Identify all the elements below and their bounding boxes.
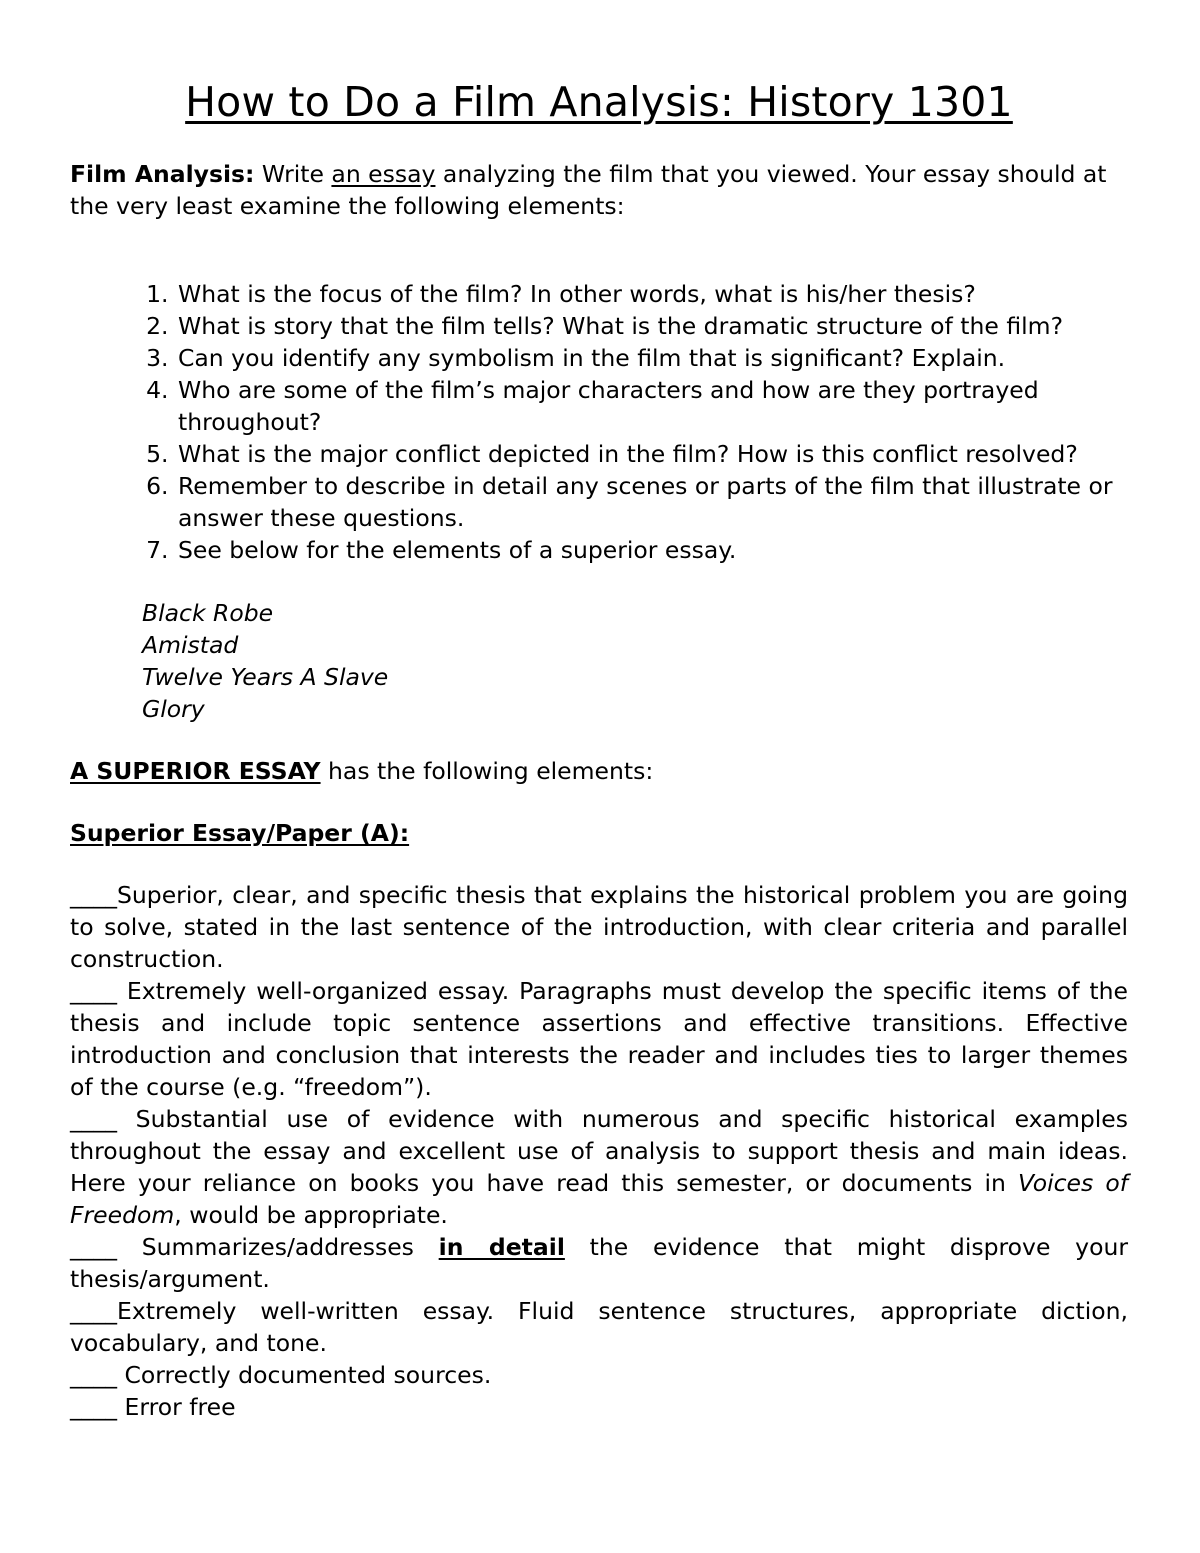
criterion-text: Extremely well-written essay. Fluid sentence structures, appropriate diction, vocabulary, and tone.	[70, 1297, 1128, 1357]
checkbox-blank: ____	[70, 977, 117, 1005]
question-item: 5. What is the major conflict depicted in the film? How is this conflict resolved?	[176, 438, 1128, 470]
criterion-item	[70, 1231, 1128, 1295]
superior-essay-heading: Superior Essay/Paper (A):	[70, 819, 410, 847]
criterion-item	[70, 1103, 1128, 1231]
criterion-text: the evidence that might disprove your thesis/argument.	[70, 1233, 1128, 1293]
criterion-text: Correctly documented sources.	[117, 1361, 492, 1389]
criterion-text: Extremely well-organized essay. Paragraphs must develop the specific items of the thesis and include topic sentence assertions and effective transitions. Effective introduction and conclusion that interests the reader and includes ties to larger themes of the course (e.g. “freedom”).	[70, 977, 1128, 1101]
checkbox-blank: ____	[70, 1297, 117, 1325]
superior-essay-intro	[70, 755, 1128, 787]
intro-paragraph	[70, 158, 1128, 222]
criterion-text: Error free	[117, 1393, 236, 1421]
question-item: 4. Who are some of the film’s major characters and how are they portrayed throughout?	[176, 374, 1128, 438]
question-item: 6. Remember to describe in detail any scenes or parts of the film that illustrate or answer these questions.	[176, 470, 1128, 534]
checkbox-blank: ____	[70, 1393, 117, 1421]
criterion-item	[70, 1359, 1128, 1391]
film-title: Glory	[142, 695, 205, 723]
criterion-item	[70, 1391, 1128, 1423]
question-item: 3. Can you identify any symbolism in the film that is significant? Explain.	[176, 342, 1128, 374]
criterion-item	[70, 1295, 1128, 1359]
criterion-text: Superior, clear, and specific thesis that explains the historical problem you are going to solve, stated in the last sentence of the introduction, with clear criteria and parallel construction.	[70, 881, 1128, 973]
criterion-text: Substantial use of evidence with numerous and specific historical examples throughout the essay and excellent use of analysis to support thesis and main ideas. Here your reliance on books you have read this semester, or documents in	[70, 1105, 1128, 1197]
film-list	[142, 597, 1128, 725]
document-title: How to Do a Film Analysis: History 1301	[185, 78, 1013, 126]
film-title: Amistad	[142, 631, 239, 659]
question-item: 1. What is the focus of the film? In other words, what is his/her thesis?	[176, 278, 1128, 310]
criterion-text: Summarizes/addresses	[117, 1233, 439, 1261]
checkbox-blank: ____	[70, 1233, 117, 1261]
criterion-emphasis: in detail	[438, 1233, 565, 1261]
criterion-text: , would be appropriate.	[174, 1201, 448, 1229]
criterion-item	[70, 879, 1128, 975]
question-list	[70, 278, 1128, 566]
question-item: 7. See below for the elements of a superior essay.	[176, 534, 1128, 566]
superior-essay-rest: has the following elements:	[320, 757, 654, 785]
intro-underlined: an essay	[331, 160, 436, 188]
intro-pre: Write	[261, 160, 332, 188]
checkbox-blank: ____	[70, 881, 117, 909]
criteria-list	[70, 879, 1128, 1423]
superior-essay-lead: A SUPERIOR ESSAY	[70, 757, 321, 785]
intro-post: analyzing the film that you viewed. Your essay should at the very least examine the following elements:	[70, 160, 1107, 220]
checkbox-blank: ____	[70, 1105, 117, 1133]
checkbox-blank: ____	[70, 1361, 117, 1389]
film-title: Black Robe	[142, 599, 274, 627]
criterion-italic: Voices of Freedom	[70, 1169, 1128, 1229]
criterion-item	[70, 975, 1128, 1103]
intro-label: Film Analysis:	[70, 160, 255, 188]
film-title: Twelve Years A Slave	[142, 663, 389, 691]
question-item: 2. What is story that the film tells? What is the dramatic structure of the film?	[176, 310, 1128, 342]
